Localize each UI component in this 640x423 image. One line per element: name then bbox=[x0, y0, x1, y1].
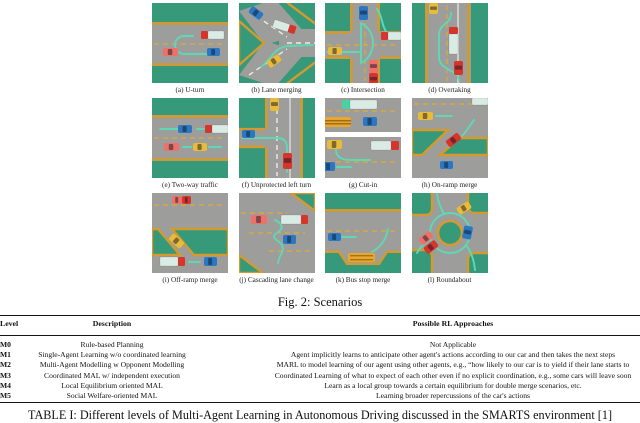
cell-description: Local Equilibrium oriented MAL bbox=[61, 380, 163, 390]
header-level: Level bbox=[0, 319, 19, 328]
truck-icon bbox=[342, 100, 377, 109]
bus-icon bbox=[348, 253, 375, 262]
scenarios-figure-grid bbox=[152, 3, 488, 288]
car-icon bbox=[193, 143, 207, 151]
panel-caption: (g) Cut-in bbox=[348, 181, 378, 189]
car-icon bbox=[172, 196, 182, 204]
car-icon bbox=[207, 48, 220, 56]
table-caption: TABLE I: Different levels of Multi-Agent Learning in Autonomous Driving discussed in the SMARTS environment [1] bbox=[28, 408, 612, 422]
cell-level: M3 bbox=[0, 370, 11, 380]
scenario-panel-unprotected-left-turn bbox=[239, 98, 315, 193]
car-icon bbox=[369, 73, 378, 83]
scenario-panel-intersection bbox=[325, 3, 401, 98]
panel-caption: (i) Off-ramp merge bbox=[162, 276, 218, 284]
table-row bbox=[0, 360, 640, 370]
scenario-image-cut-in bbox=[325, 98, 401, 178]
car-icon bbox=[363, 117, 377, 126]
car-icon bbox=[359, 6, 368, 20]
truck-icon bbox=[205, 125, 228, 133]
car-icon bbox=[163, 48, 178, 56]
truck-icon bbox=[381, 32, 401, 40]
table-header-row bbox=[0, 319, 640, 329]
car-icon bbox=[242, 130, 255, 138]
car-icon bbox=[418, 112, 433, 120]
cell-level: M4 bbox=[0, 380, 11, 390]
car-icon bbox=[328, 233, 341, 241]
truck-icon bbox=[472, 98, 488, 105]
scenario-panel-on-ramp-merge bbox=[412, 98, 488, 193]
header-approaches: Possible RL Approaches bbox=[412, 319, 494, 328]
panel-caption: (f) Unprotected left turn bbox=[241, 181, 312, 189]
panel-caption: (j) Cascading lane change bbox=[239, 276, 314, 284]
truck-icon bbox=[201, 31, 224, 39]
car-icon bbox=[251, 215, 267, 224]
car-icon bbox=[204, 257, 217, 266]
figure-caption: Fig. 2: Scenarios bbox=[277, 295, 363, 309]
scenario-panel-off-ramp-merge bbox=[152, 193, 228, 288]
car-icon bbox=[328, 47, 342, 55]
car-icon bbox=[283, 153, 292, 169]
cell-description: Coordinated MAL w/ independent execution bbox=[44, 370, 180, 380]
table-top-rule bbox=[0, 315, 640, 316]
truck-icon bbox=[160, 257, 185, 266]
panel-caption: (h) On-ramp merge bbox=[421, 181, 478, 189]
cell-level: M1 bbox=[0, 350, 11, 360]
panel-caption: (l) Roundabout bbox=[427, 276, 472, 284]
table-row bbox=[0, 381, 640, 391]
truck-icon bbox=[281, 215, 308, 224]
scenario-panel-roundabout bbox=[412, 193, 488, 288]
scenario-image-roundabout bbox=[412, 193, 488, 273]
cell-description: Single-Agent Learning w/o coordinated learning bbox=[38, 350, 186, 360]
panel-caption: (k) Bus stop merge bbox=[335, 276, 391, 284]
cell-approach: Not Applicable bbox=[429, 340, 477, 349]
table-body bbox=[0, 340, 640, 401]
cell-description: Multi-Agent Modelling w Opponent Modelling bbox=[39, 360, 185, 370]
scenario-image-two-way-traffic bbox=[152, 98, 228, 178]
scenario-image-bus-stop-merge bbox=[325, 193, 401, 273]
scenario-panel-u-turn bbox=[152, 3, 228, 98]
table-row bbox=[0, 340, 640, 350]
scenario-image-lane-merging bbox=[239, 3, 315, 83]
car-icon bbox=[270, 98, 279, 111]
scenario-panel-overtaking bbox=[412, 3, 488, 98]
table-bottom-rule bbox=[0, 402, 640, 403]
car-icon bbox=[369, 60, 378, 73]
car-icon bbox=[429, 3, 438, 14]
car-icon bbox=[325, 162, 335, 171]
cell-approach: MARL to model learning of our agent using other agents, e.g., “how likely to our car is to yield if their lane starts to bbox=[276, 360, 630, 370]
car-icon bbox=[178, 125, 192, 133]
cell-level: M0 bbox=[0, 340, 11, 349]
mal-levels-table bbox=[0, 319, 640, 401]
header-description: Description bbox=[92, 319, 132, 328]
table-row bbox=[0, 350, 640, 360]
scenario-panel-two-way-traffic bbox=[152, 98, 228, 193]
scenario-image-overtaking bbox=[412, 3, 488, 83]
panel-caption: (a) U-turn bbox=[175, 86, 205, 94]
car-icon bbox=[327, 140, 342, 149]
table-row bbox=[0, 371, 640, 381]
car-icon bbox=[440, 161, 453, 169]
scenario-image-unprotected-left-turn bbox=[239, 98, 315, 178]
scenario-image-intersection bbox=[325, 3, 401, 83]
panel-caption: (d) Overtaking bbox=[428, 86, 471, 94]
scenario-panel-lane-merging bbox=[239, 3, 315, 98]
truck-icon bbox=[449, 27, 458, 54]
car-icon bbox=[454, 61, 463, 75]
scenario-image-cascading-lane-change bbox=[239, 193, 315, 273]
panel-caption: (e) Two-way traffic bbox=[162, 181, 218, 189]
car-icon bbox=[283, 235, 296, 244]
table-row bbox=[0, 391, 640, 401]
scenario-panel-cascading-lane-change bbox=[239, 193, 315, 288]
scenario-image-on-ramp-merge bbox=[412, 98, 488, 178]
cell-description: Social Welfare-oriented MAL bbox=[66, 391, 158, 401]
cell-approach: Agent implicitly learns to anticipate other agent's actions according to our car and then takes the next steps bbox=[290, 350, 616, 360]
panel-caption: (c) Intersection bbox=[341, 86, 385, 94]
cell-approach: Learn as a local group towards a certain equilibrium for double merge scenarios, etc. bbox=[324, 380, 582, 390]
panel-caption: (b) Lane merging bbox=[251, 86, 302, 94]
scenario-panel-bus-stop-merge bbox=[325, 193, 401, 288]
car-icon bbox=[182, 196, 191, 204]
scenario-image-u-turn bbox=[152, 3, 228, 83]
cell-approach: Coordinated Learning of what to expect of each other even if no explicit coordination, e.g., some cars will leave soon bbox=[274, 370, 632, 380]
cell-level: M2 bbox=[0, 360, 11, 370]
scenario-image-off-ramp-merge bbox=[152, 193, 228, 273]
cell-description: Rule-based Planning bbox=[80, 340, 144, 349]
bus-icon bbox=[325, 117, 351, 127]
scenario-panel-cut-in bbox=[325, 98, 401, 193]
cell-approach: Learning broader repercussions of the car's actions bbox=[375, 391, 531, 401]
cell-level: M5 bbox=[0, 391, 11, 401]
truck-icon bbox=[371, 141, 399, 150]
car-icon bbox=[164, 143, 179, 151]
